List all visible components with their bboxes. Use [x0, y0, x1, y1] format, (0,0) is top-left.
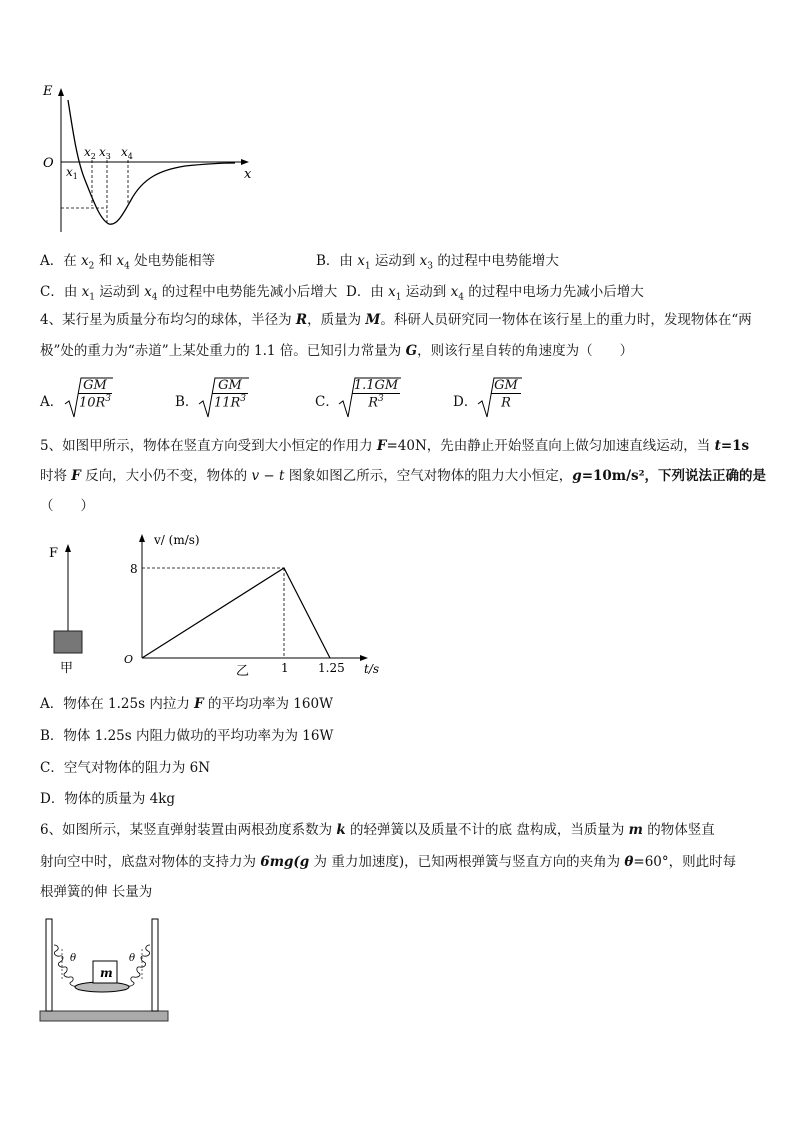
caption-jia: 甲 — [60, 661, 74, 676]
q5-option-d[interactable]: D．物体的质量为 4kg — [40, 791, 176, 807]
q3-option-d[interactable]: D．由 $x_1$ 运动到 $x_4$ 的过程中电场力先减小后增大 — [346, 284, 644, 303]
t-tick-1-25: 1.25 — [318, 661, 345, 675]
caption-yi: 乙 — [236, 664, 250, 678]
force-arrow-head — [65, 544, 71, 552]
q5-option-b[interactable]: B．物体 1.25s 内阻力做功的平均功率为为 16W — [40, 728, 334, 744]
force-label: F — [49, 546, 59, 561]
x3-label: $x_3$ — [99, 145, 111, 161]
x4-label: $x_4$ — [121, 145, 133, 161]
fraction-c: $\frac{1.1GM}{R^3}$ — [353, 378, 399, 411]
theta-left: θ — [70, 953, 77, 964]
base-plate — [40, 1011, 168, 1021]
q5-option-a[interactable]: A．物体在 1.25s 内拉力 F 的平均功率为 160W — [40, 696, 333, 712]
q5-line-3: （ ） — [40, 498, 94, 514]
x1-label: $x_1$ — [66, 165, 78, 181]
left-post — [46, 919, 52, 1011]
right-post — [152, 919, 158, 1011]
q6-line-3: 根弹簧的伸 长量为 — [40, 884, 153, 900]
fraction-a: $\frac{GM}{10R^3}$ — [78, 378, 112, 411]
potential-energy-graph — [35, 82, 260, 242]
q5-option-c[interactable]: C．空气对物体的阻力为 6N — [40, 760, 211, 776]
t-axis-arrow — [360, 655, 368, 661]
spring-launcher-figure — [38, 915, 173, 1025]
q3-option-c[interactable]: C．由 $x_1$ 运动到 $x_4$ 的过程中电势能先减小后增大 — [40, 284, 338, 303]
t-tick-1: 1 — [281, 661, 289, 675]
vt-origin: O — [124, 653, 134, 666]
right-spring — [125, 945, 150, 990]
q3-option-a[interactable]: A．在 $x_2$ 和 $x_4$ 处电势能相等 — [40, 253, 216, 272]
q4-line-2: 极”处的重力为“赤道”上某处重力的 1.1 倍。已知引力常量为 G，则该行星自转的角速度为（ ） — [40, 343, 634, 359]
fraction-b: $\frac{GM}{11R^3}$ — [213, 378, 247, 411]
q5-line-2: 时将 F 反向，大小仍不变，物体的 v − t 图象如图乙所示，空气对物体的阻力大小恒定，g=10m/s²，下列说法正确的是 — [40, 468, 767, 484]
vt-graph — [118, 528, 388, 678]
v-axis-label: v/ (m/s) — [154, 533, 200, 547]
q3-option-b[interactable]: B．由 $x_1$ 运动到 $x_3$ 的过程中电势能增大 — [316, 253, 559, 272]
axis-y-label: E — [43, 84, 53, 99]
block — [54, 631, 82, 653]
q4-line-1: 4、某行星为质量分布均匀的球体，半径为 R，质量为 M。科研人员研究同一物体在该行星上的重力时，发现物体在“两 — [40, 312, 752, 328]
q6-line-1: 6、如图所示，某竖直弹射装置由两根劲度系数为 k 的轻弹簧以及质量不计的底 盘构成，当质量为 m 的物体竖直 — [40, 822, 715, 838]
v-tick-8: 8 — [130, 562, 138, 576]
velocity-line — [142, 568, 330, 658]
fraction-d: $\frac{GM}{R}$ — [491, 378, 521, 410]
mass-label: m — [100, 966, 113, 980]
axis-x-label: x — [244, 167, 252, 182]
origin-label: O — [43, 156, 54, 171]
y-axis-arrow — [58, 88, 64, 96]
q5-line-1: 5、如图甲所示，物体在竖直方向受到大小恒定的作用力 F=40N，先由静止开始竖直向上做匀加速直线运动，当 t=1s — [40, 438, 750, 454]
x2-label: $x_2$ — [84, 145, 96, 161]
figure-jia — [40, 536, 100, 676]
left-spring — [54, 945, 79, 990]
q6-line-2: 射向空中时，底盘对物体的支持力为 6mg(g 为 重力加速度)，已知两根弹簧与竖直方向的夹角为 θ=60°，则此时每 — [40, 854, 737, 870]
theta-right: θ — [129, 953, 136, 964]
t-axis-label: t/s — [364, 662, 380, 676]
x-axis-arrow — [241, 159, 249, 165]
v-axis-arrow — [139, 534, 145, 542]
